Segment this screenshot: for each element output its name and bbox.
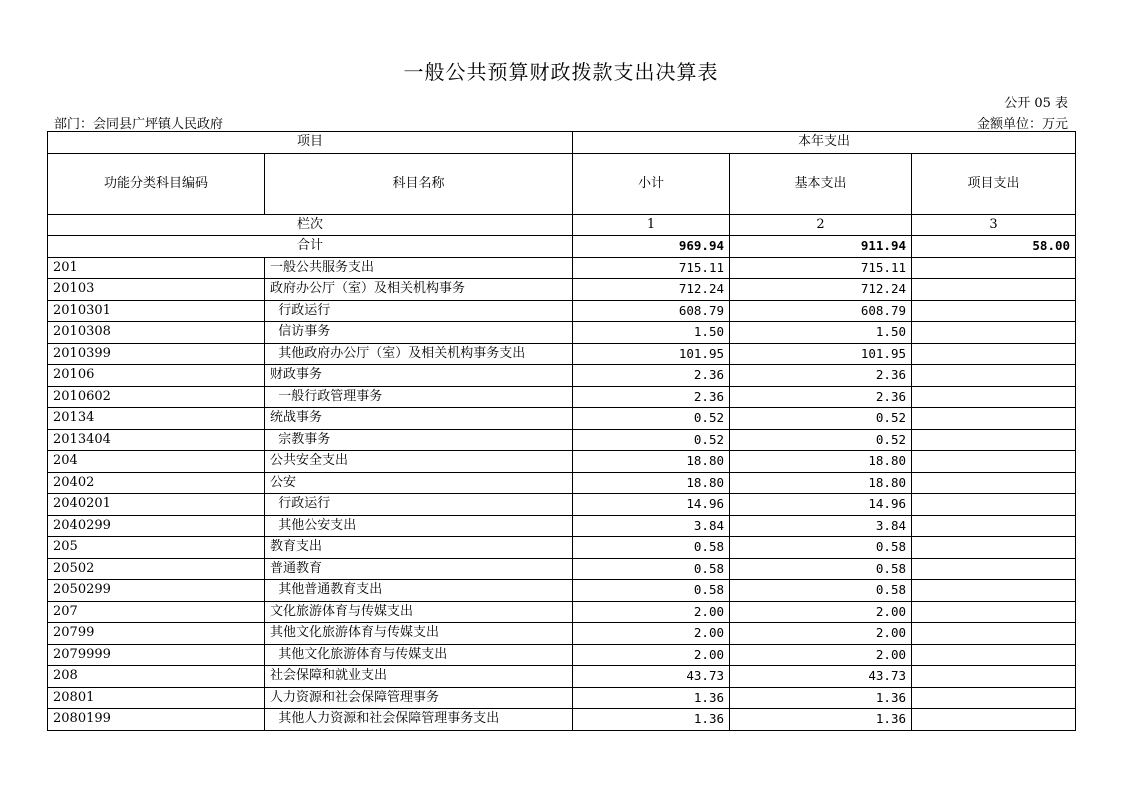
row-basic: 0.58	[730, 558, 912, 580]
row-subtotal: 1.50	[573, 322, 730, 344]
form-number: 公开 05 表	[1004, 96, 1068, 111]
row-project	[912, 343, 1076, 365]
row-code: 2013404	[48, 429, 265, 451]
column-number-3: 3	[912, 214, 1076, 236]
row-basic: 1.36	[730, 687, 912, 709]
row-subtotal: 0.52	[573, 408, 730, 430]
row-subtotal: 2.36	[573, 365, 730, 387]
table-row	[48, 515, 1076, 537]
row-code: 208	[48, 666, 265, 688]
table-row	[48, 300, 1076, 322]
row-project	[912, 494, 1076, 516]
row-basic: 2.36	[730, 386, 912, 408]
row-project	[912, 601, 1076, 623]
header-project: 项目支出	[912, 153, 1076, 214]
row-basic: 1.36	[730, 709, 912, 731]
row-subtotal: 1.36	[573, 687, 730, 709]
row-basic: 18.80	[730, 451, 912, 473]
total-row	[48, 236, 1076, 258]
row-name: 社会保障和就业支出	[265, 666, 573, 688]
row-basic: 101.95	[730, 343, 912, 365]
row-subtotal: 0.58	[573, 580, 730, 602]
row-project	[912, 515, 1076, 537]
row-basic: 18.80	[730, 472, 912, 494]
table-row	[48, 601, 1076, 623]
row-code: 2080199	[48, 709, 265, 731]
row-code: 20799	[48, 623, 265, 645]
row-name: 一般公共服务支出	[265, 257, 573, 279]
table-row	[48, 279, 1076, 301]
row-subtotal: 101.95	[573, 343, 730, 365]
row-name: 普通教育	[265, 558, 573, 580]
row-name: 行政运行	[265, 300, 573, 322]
row-code: 20134	[48, 408, 265, 430]
row-basic: 0.58	[730, 537, 912, 559]
row-name: 宗教事务	[265, 429, 573, 451]
row-project	[912, 322, 1076, 344]
row-project	[912, 279, 1076, 301]
header-current-year-expense: 本年支出	[573, 132, 1076, 154]
row-project	[912, 300, 1076, 322]
row-project	[912, 623, 1076, 645]
table-row	[48, 580, 1076, 602]
row-subtotal: 43.73	[573, 666, 730, 688]
row-subtotal: 18.80	[573, 472, 730, 494]
row-code: 2010602	[48, 386, 265, 408]
row-name: 其他文化旅游体育与传媒支出	[265, 644, 573, 666]
row-code: 204	[48, 451, 265, 473]
row-basic: 712.24	[730, 279, 912, 301]
row-subtotal: 0.52	[573, 429, 730, 451]
row-code: 2010308	[48, 322, 265, 344]
row-subtotal: 18.80	[573, 451, 730, 473]
table-row	[48, 386, 1076, 408]
row-subtotal: 2.00	[573, 623, 730, 645]
row-code: 2010399	[48, 343, 265, 365]
header-basic: 基本支出	[730, 153, 912, 214]
row-project	[912, 386, 1076, 408]
total-basic: 911.94	[730, 236, 912, 258]
row-basic: 715.11	[730, 257, 912, 279]
row-basic: 608.79	[730, 300, 912, 322]
row-code: 20103	[48, 279, 265, 301]
row-name: 文化旅游体育与传媒支出	[265, 601, 573, 623]
table-row	[48, 494, 1076, 516]
row-project	[912, 408, 1076, 430]
row-basic: 3.84	[730, 515, 912, 537]
row-basic: 2.00	[730, 623, 912, 645]
table-row	[48, 472, 1076, 494]
table-row	[48, 687, 1076, 709]
row-code: 207	[48, 601, 265, 623]
table-row	[48, 623, 1076, 645]
page-title: 一般公共预算财政拨款支出决算表	[403, 60, 719, 84]
row-basic: 1.50	[730, 322, 912, 344]
row-basic: 0.58	[730, 580, 912, 602]
header-subtotal: 小计	[573, 153, 730, 214]
row-basic: 0.52	[730, 408, 912, 430]
row-basic: 14.96	[730, 494, 912, 516]
table-row	[48, 644, 1076, 666]
row-project	[912, 558, 1076, 580]
row-code: 20402	[48, 472, 265, 494]
column-number-label: 栏次	[48, 214, 573, 236]
header-row-columns	[48, 153, 1076, 214]
row-name: 行政运行	[265, 494, 573, 516]
table-row	[48, 537, 1076, 559]
row-name: 公安	[265, 472, 573, 494]
row-basic: 2.00	[730, 601, 912, 623]
row-name: 公共安全支出	[265, 451, 573, 473]
row-code: 20801	[48, 687, 265, 709]
row-basic: 0.52	[730, 429, 912, 451]
row-project	[912, 687, 1076, 709]
amount-unit-label: 金额单位：万元	[976, 117, 1068, 132]
column-number-row	[48, 214, 1076, 236]
row-name: 其他文化旅游体育与传媒支出	[265, 623, 573, 645]
row-subtotal: 0.58	[573, 558, 730, 580]
row-code: 2010301	[48, 300, 265, 322]
header-item: 项目	[48, 132, 573, 154]
row-code: 2050299	[48, 580, 265, 602]
row-name: 一般行政管理事务	[265, 386, 573, 408]
row-subtotal: 0.58	[573, 537, 730, 559]
row-code: 20106	[48, 365, 265, 387]
row-subtotal: 3.84	[573, 515, 730, 537]
row-basic: 2.36	[730, 365, 912, 387]
row-name: 教育支出	[265, 537, 573, 559]
row-name: 人力资源和社会保障管理事务	[265, 687, 573, 709]
row-project	[912, 580, 1076, 602]
row-project	[912, 644, 1076, 666]
row-basic: 43.73	[730, 666, 912, 688]
row-code: 20502	[48, 558, 265, 580]
row-project	[912, 666, 1076, 688]
row-project	[912, 429, 1076, 451]
table-row	[48, 365, 1076, 387]
table-row	[48, 343, 1076, 365]
department-label: 部门：会同县广坪镇人民政府	[54, 117, 224, 132]
header-name: 科目名称	[265, 153, 573, 214]
row-name: 统战事务	[265, 408, 573, 430]
column-number-2: 2	[730, 214, 912, 236]
table-row	[48, 666, 1076, 688]
row-subtotal: 2.00	[573, 644, 730, 666]
row-project	[912, 537, 1076, 559]
column-number-1: 1	[573, 214, 730, 236]
header-code: 功能分类科目编码	[48, 153, 265, 214]
row-basic: 2.00	[730, 644, 912, 666]
row-project	[912, 451, 1076, 473]
row-project	[912, 709, 1076, 731]
row-subtotal: 2.00	[573, 601, 730, 623]
total-project: 58.00	[912, 236, 1076, 258]
row-name: 信访事务	[265, 322, 573, 344]
row-code: 2079999	[48, 644, 265, 666]
table-row	[48, 558, 1076, 580]
row-code: 2040201	[48, 494, 265, 516]
expense-table	[47, 131, 1076, 731]
row-code: 2040299	[48, 515, 265, 537]
row-name: 其他政府办公厅（室）及相关机构事务支出	[265, 343, 573, 365]
row-subtotal: 608.79	[573, 300, 730, 322]
row-project	[912, 257, 1076, 279]
table-row	[48, 429, 1076, 451]
total-label: 合计	[48, 236, 573, 258]
row-project	[912, 365, 1076, 387]
row-subtotal: 712.24	[573, 279, 730, 301]
row-subtotal: 14.96	[573, 494, 730, 516]
row-subtotal: 2.36	[573, 386, 730, 408]
row-name: 其他公安支出	[265, 515, 573, 537]
table-row	[48, 257, 1076, 279]
table-row	[48, 451, 1076, 473]
row-code: 201	[48, 257, 265, 279]
row-name: 其他普通教育支出	[265, 580, 573, 602]
row-name: 其他人力资源和社会保障管理事务支出	[265, 709, 573, 731]
row-subtotal: 715.11	[573, 257, 730, 279]
row-subtotal: 1.36	[573, 709, 730, 731]
table-row	[48, 408, 1076, 430]
header-row-top	[48, 132, 1076, 154]
table-row	[48, 709, 1076, 731]
row-code: 205	[48, 537, 265, 559]
total-subtotal: 969.94	[573, 236, 730, 258]
table-row	[48, 322, 1076, 344]
row-name: 财政事务	[265, 365, 573, 387]
row-name: 政府办公厅（室）及相关机构事务	[265, 279, 573, 301]
row-project	[912, 472, 1076, 494]
